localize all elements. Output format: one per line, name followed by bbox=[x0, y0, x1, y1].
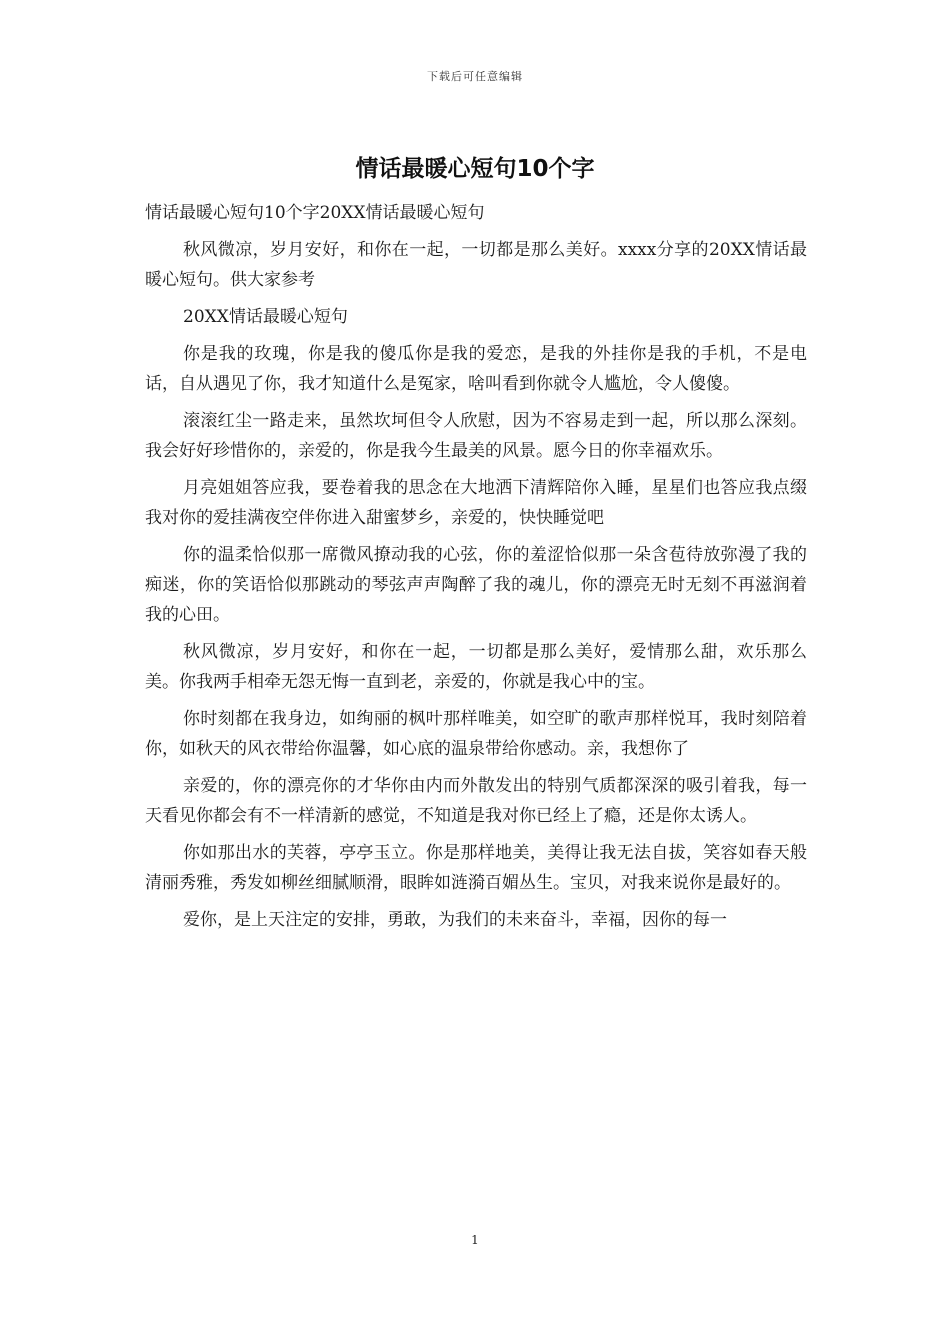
paragraph: 秋风微凉，岁月安好，和你在一起，一切都是那么美好，爱情那么甜，欢乐那么美。你我两手相牵无怨无悔一直到老，亲爱的，你就是我心中的宝。 bbox=[145, 642, 807, 692]
paragraph: 你如那出水的芙蓉，亭亭玉立。你是那样地美，美得让我无法自拔，笑容如春天般清丽秀雅，秀发如柳丝细腻顺滑，眼眸如涟漪百媚丛生。宝贝，对我来说你是最好的。 bbox=[145, 843, 807, 893]
paragraph: 爱你，是上天注定的安排，勇敢，为我们的未来奋斗，幸福，因你的每一 bbox=[183, 910, 727, 930]
paragraph: 你的温柔恰似那一席微风撩动我的心弦，你的羞涩恰似那一朵含苞待放弥漫了我的痴迷，你的笑语恰似那跳动的琴弦声声陶醉了我的魂儿，你的漂亮无时无刻不再滋润着我的心田。 bbox=[145, 545, 807, 625]
paragraph: 滚滚红尘一路走来，虽然坎坷但令人欣慰，因为不容易走到一起，所以那么深刻。我会好好珍惜你的，亲爱的，你是我今生最美的风景。愿今日的你幸福欢乐。 bbox=[145, 411, 807, 461]
header-note: 下载后可任意编辑 bbox=[427, 70, 523, 83]
paragraph: 你时刻都在我身边，如绚丽的枫叶那样唯美，如空旷的歌声那样悦耳，我时刻陪着你，如秋天的风衣带给你温馨，如心底的温泉带给你感动。亲，我想你了 bbox=[145, 709, 807, 759]
section-heading: 20XX情话最暖心短句 bbox=[183, 307, 348, 327]
paragraph: 亲爱的，你的漂亮你的才华你由内而外散发出的特别气质都深深的吸引着我，每一天看见你都会有不一样清新的感觉，不知道是我对你已经上了瘾，还是你太诱人。 bbox=[145, 776, 807, 826]
document-body bbox=[145, 198, 807, 942]
paragraph-subtitle: 情话最暖心短句10个字20XX情话最暖心短句 bbox=[145, 203, 485, 223]
document-title: 情话最暖心短句10个字 bbox=[355, 156, 595, 182]
paragraph: 月亮姐姐答应我，要卷着我的思念在大地洒下清辉陪你入睡，星星们也答应我点缀我对你的爱挂满夜空伴你进入甜蜜梦乡，亲爱的，快快睡觉吧 bbox=[145, 478, 807, 528]
page-number: 1 bbox=[471, 1233, 479, 1247]
paragraph: 秋风微凉，岁月安好，和你在一起，一切都是那么美好。xxxx分享的20XX情话最暖心短句。供大家参考 bbox=[145, 240, 807, 290]
paragraph: 你是我的玫瑰，你是我的傻瓜你是我的爱恋，是我的外挂你是我的手机，不是电话，自从遇见了你，我才知道什么是冤家，啥叫看到你就令人尴尬，令人傻傻。 bbox=[145, 344, 807, 394]
